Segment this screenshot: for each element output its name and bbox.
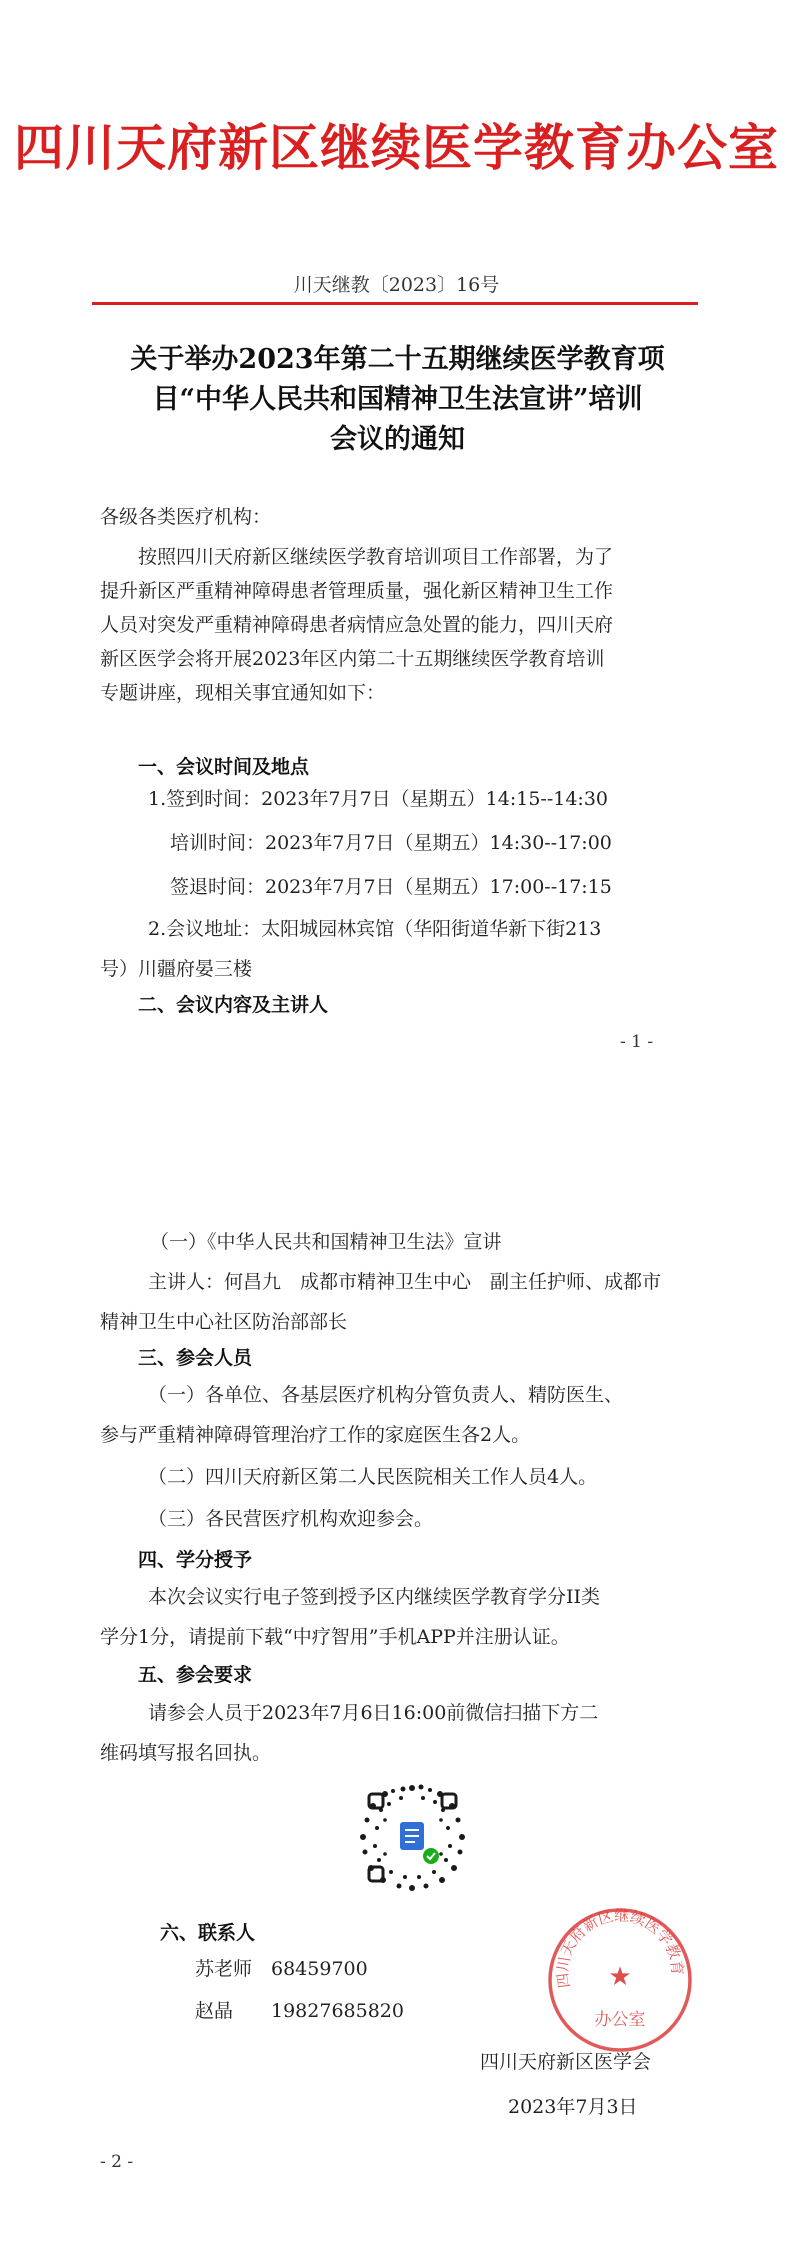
page-number-2: - 2 - bbox=[100, 2152, 134, 2172]
intro-line: 提升新区严重精神障碍患者管理质量，强化新区精神卫生工作 bbox=[100, 580, 614, 602]
intro-paragraph bbox=[100, 540, 700, 710]
credit-text-cont: 学分1分，请提前下载“中疗智用”手机APP并注册认证。 bbox=[100, 1626, 570, 1648]
official-seal bbox=[545, 1905, 695, 2055]
section-4-heading: 四、学分授予 bbox=[138, 1549, 253, 1571]
section-6-heading: 六、联系人 bbox=[160, 1922, 256, 1944]
intro-line: 新区医学会将开展2023年区内第二十五期继续医学教育培训 bbox=[100, 648, 605, 670]
page-number-1: - 1 - bbox=[620, 1032, 654, 1052]
signing-date: 2023年7月3日 bbox=[508, 2096, 638, 2118]
attendee-item-1-cont: 参与严重精神障碍管理治疗工作的家庭医生各2人。 bbox=[100, 1424, 531, 1446]
section-2-heading: 二、会议内容及主讲人 bbox=[138, 994, 329, 1016]
intro-line: 人员对突发严重精神障碍患者病情应急处置的能力，四川天府 bbox=[100, 614, 614, 636]
seal-ring-text: 四川天府新区继续医学教育 bbox=[553, 1906, 687, 1990]
contact-1: 苏老师 68459700 bbox=[195, 1958, 368, 1980]
attendee-item-3: （三）各民营医疗机构欢迎参会。 bbox=[148, 1508, 434, 1530]
training-time: 培训时间：2023年7月7日（星期五）14:30--17:00 bbox=[170, 832, 612, 854]
meeting-address: 2.会议地址：太阳城园林宾馆（华阳街道华新下街213 bbox=[148, 918, 602, 940]
requirement-text: 请参会人员于2023年7月6日16:00前微信扫描下方二 bbox=[148, 1702, 599, 1724]
salutation: 各级各类医疗机构： bbox=[100, 506, 272, 528]
seal-center-text: 办公室 bbox=[594, 2010, 646, 2030]
speaker-line: 主讲人：何昌九 成都市精神卫生中心 副主任护师、成都市 bbox=[148, 1271, 662, 1293]
section-5-heading: 五、参会要求 bbox=[138, 1664, 253, 1686]
signout-time: 签退时间：2023年7月7日（星期五）17:00--17:15 bbox=[170, 876, 612, 898]
signin-time: 1.签到时间：2023年7月7日（星期五）14:15--14:30 bbox=[148, 788, 609, 810]
credit-text: 本次会议实行电子签到授予区内继续医学教育学分II类 bbox=[148, 1586, 601, 1608]
meeting-address-cont: 号）川疆府晏三楼 bbox=[100, 958, 253, 980]
attendee-item-1: （一）各单位、各基层医疗机构分管负责人、精防医生、 bbox=[148, 1384, 624, 1406]
notice-title bbox=[100, 340, 695, 460]
document-number: 川天继教〔2023〕16号 bbox=[293, 274, 500, 296]
attendee-item-2: （二）四川天府新区第二人民医院相关工作人员4人。 bbox=[148, 1466, 598, 1488]
section-3-heading: 三、参会人员 bbox=[138, 1347, 253, 1369]
signing-organization: 四川天府新区医学会 bbox=[480, 2051, 652, 2073]
intro-line: 专题讲座，现相关事宜通知如下： bbox=[100, 682, 386, 704]
red-divider bbox=[92, 302, 698, 305]
title-line-1: 关于举办2023年第二十五期继续医学教育项 bbox=[130, 344, 665, 375]
org-title: 四川天府新区继续医学教育办公室 bbox=[14, 119, 779, 177]
requirement-text-cont: 维码填写报名回执。 bbox=[100, 1742, 272, 1764]
title-line-2: 目“中华人民共和国精神卫生法宣讲”培训 bbox=[152, 384, 643, 415]
title-line-3: 会议的通知 bbox=[330, 424, 465, 455]
svg-text:★: ★ bbox=[608, 1962, 632, 1992]
registration-qr-code[interactable] bbox=[355, 1780, 470, 1895]
section-1-heading: 一、会议时间及地点 bbox=[138, 756, 310, 778]
contact-2: 赵晶 19827685820 bbox=[195, 2000, 404, 2022]
speaker-line-cont: 精神卫生中心社区防治部部长 bbox=[100, 1311, 348, 1333]
intro-line: 按照四川天府新区继续医学教育培训项目工作部署，为了 bbox=[138, 546, 614, 568]
lecture-item: （一）《中华人民共和国精神卫生法》宣讲 bbox=[150, 1231, 502, 1253]
